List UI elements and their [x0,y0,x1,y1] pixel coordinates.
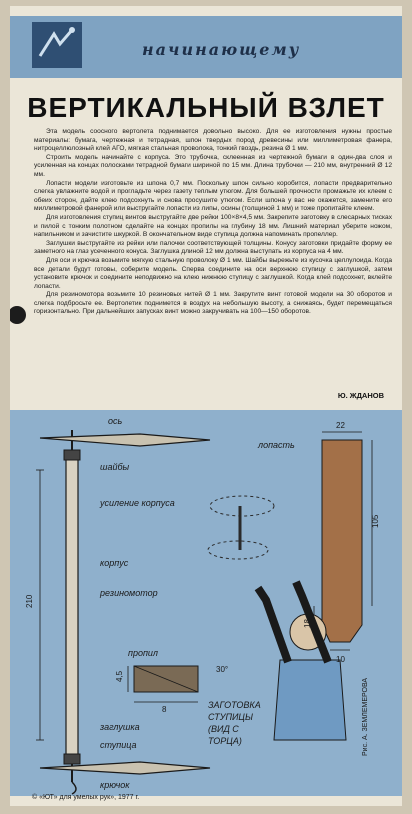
paragraph: Для изготовления ступиц винтов выстругайте две рейки 100×8×4,5 мм. Закрепите заготовку в слесарных тисках и пилой с тонким полотном сделайте на концах пропилы на глубину 18 мм. Лишний материал уберите ножом, напильником и зачистите шкуркой. В окончательном виде ступица должна напоминать пропеллер. [34,213,392,239]
magazine-logo [32,22,82,68]
illustration-credit: Рис. А. ЗЕМЛЕМЕРОВА [362,677,369,756]
paragraph: Лопасти модели изготовьте из шпона 0,7 мм. Поскольку шпон сильно коробится, лопасти предварительно слегка увлажните водой и прогладьте через газету теплым утюгом. Для большей прочности промажьте их клеем с обеих сторон, дайте клею подсохнуть и снова просушите утюгом. Если шпона у вас не окажется, замените его миллиметровой фанерой или выстругайте лопасти из липы, осины (толщиной 1 мм) и тоже пропитайте клеем. [34,179,392,213]
section-banner [10,16,402,78]
dim-blade-length: 105 [371,514,380,528]
label-washers: шайбы [100,462,130,472]
dim-total-length: 210 [25,594,34,608]
flying-helicopter-sketch [208,496,274,559]
dim-blade-width: 22 [336,421,345,430]
paragraph: Заглушки выстругайте из рейки или палочки соответствующей толщины. Конусу заготовки придайте форму ее заметного на глаз усеченного конуса. Заглушка длиной 12 мм должна выступать из корпуса на 4 мм. [34,239,392,256]
blade-drawing [314,432,372,650]
dim-blade-tip: 10 [336,655,345,664]
technical-drawing [10,410,402,796]
label-hub-blank-1: ЗАГОТОВКА [208,700,261,710]
label-plug: заглушка [100,722,140,732]
dim-hub-width: 8 [162,705,167,714]
dim-hub-height: 4,5 [115,670,124,682]
article-title: ВЕРТИКАЛЬНЫЙ ВЗЛЕТ [27,92,385,123]
label-hub-blank-2: СТУПИЦЫ [208,712,253,722]
paragraph: Строить модель начинайте с корпуса. Это трубочка, склеенная из чертежной бумаги в один-два слоя и усиленная на концах полосками тетрадной бумаги шириной по 15 мм. Длина трубочки — 210 мм, внутренний Ø 12 мм. [34,153,392,178]
author: Ю. ЖДАНОВ [337,391,384,400]
hub-blank-drawing [128,666,198,702]
paragraph: Для оси и крючка возьмите мягкую стальную проволоку Ø 1 мм. Шайбы вырежьте из кусочка целлулоида. Когда все детали будут готовы, соберите модель. Сперва соедините на оси верхнюю ступицу с заглушкой, затем установите крючок и соедините неподвижно на клею нижнюю ступицу с заглушкой. Когда клей подсохнет, вклейте лопасти. [34,256,392,290]
label-reinforcement: усиление корпуса [100,498,175,508]
paragraph: Для резиномотора возьмите 10 резиновых нитей Ø 1 мм. Закрутите винт готовой модели на 30 оборотов и слегка подбросьте ее. Вертолетик поднимется в воздух на небольшую высоту, а снижаясь, будет перемещаться горизонтально. При дальнейших запусках винт можно закручивать на 100—150 оборотов. [34,291,392,316]
label-axis: ось [108,416,123,426]
label-hub: ступица [100,740,137,750]
dim-angle: 30° [216,665,229,674]
label-hook: крючок [100,780,130,790]
label-hub-blank-4: ТОРЦА) [208,736,242,746]
dim-blade-root: 18 [303,619,312,628]
label-body: корпус [100,558,129,568]
magazine-page [10,6,402,806]
footer-copyright: © «ЮТ» для умелых рук», 1977 г. [32,794,140,801]
section-tag: начинающему [142,40,301,59]
label-blade: лопасть [258,440,295,450]
label-rubber-motor: резиномотор [100,588,158,598]
paragraph: Эта модель соосного вертолета поднимается довольно высоко. Для ее изготовления нужны простые материалы: бумага, чертежная и тетрадная, шпон твердых пород древесины или миллиметровая фанера, нитроцеллюлозный клей АГО, мягкая стальная проволока, тонкий гвоздь, резина Ø 1 мм. [34,128,392,153]
article-body [34,128,392,317]
binder-hole [10,306,26,324]
label-cut: пропил [128,648,158,658]
label-hub-blank-3: (ВИД С [208,724,239,734]
